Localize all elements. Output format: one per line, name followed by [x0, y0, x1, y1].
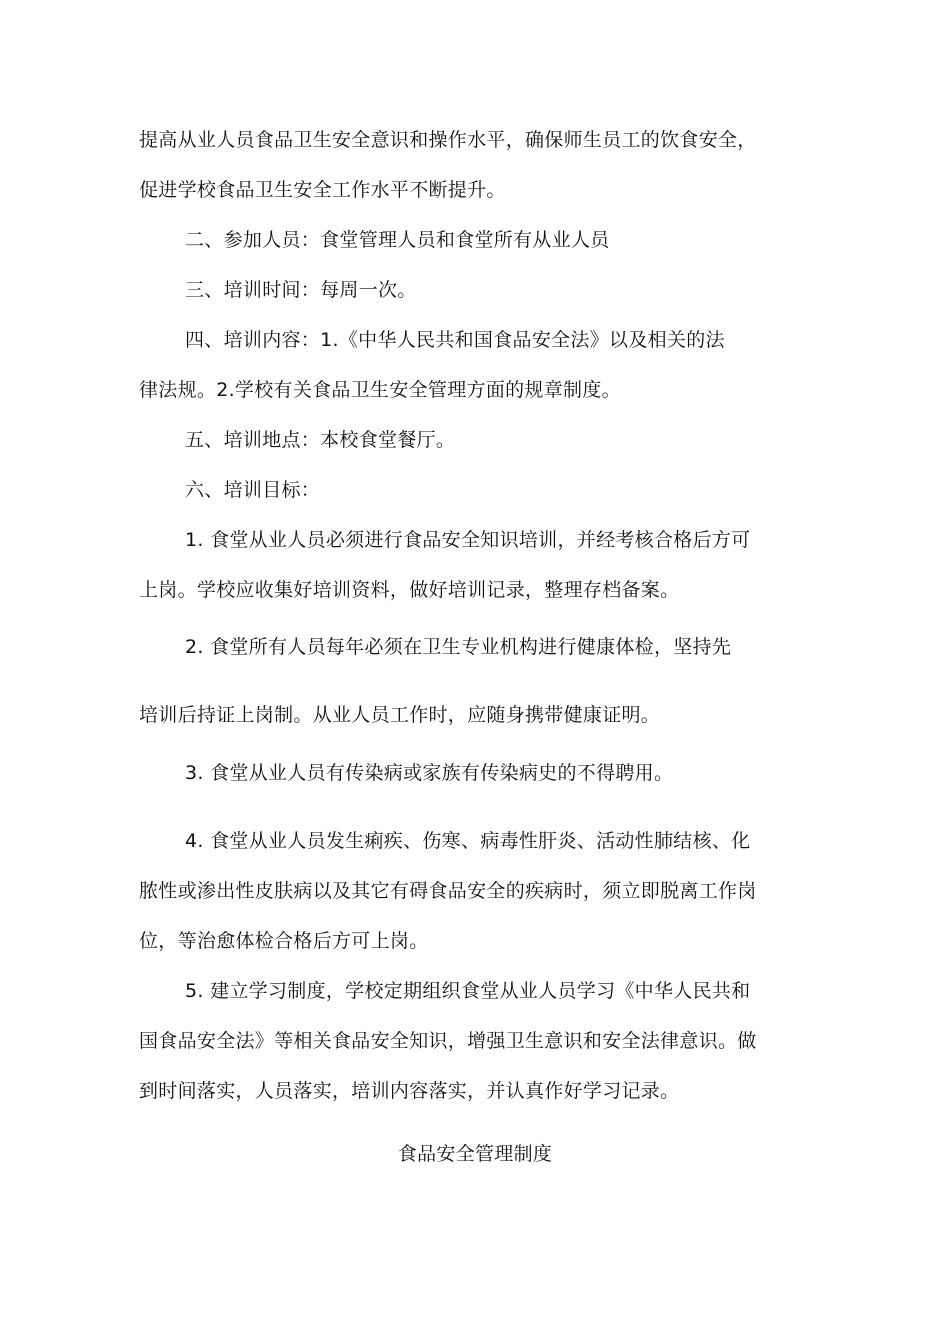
list-item-2: 2. 食堂所有人员每年必须在卫生专业机构进行健康体检，坚持先	[185, 636, 732, 658]
section-title: 食品安全管理制度	[397, 1143, 553, 1165]
section-heading-location: 五、培训地点：本校食堂餐厅。	[185, 429, 456, 451]
list-item-3: 3. 食堂从业人员有传染病或家族有传染病史的不得聘用。	[185, 762, 674, 784]
section-heading-time: 三、培训时间：每周一次。	[185, 279, 417, 301]
list-item-5-continued: 国食品安全法》等相关食品安全知识，增强卫生意识和安全法律意识。做	[139, 1030, 757, 1052]
section-heading-content: 四、培训内容：1.《中华人民共和国食品安全法》以及相关的法	[185, 329, 725, 351]
paragraph-line: 促进学校食品卫生安全工作水平不断提升。	[139, 179, 506, 201]
list-item-4-continued: 脓性或渗出性皮肤病以及其它有碍食品安全的疾病时，须立即脱离工作岗	[139, 880, 757, 902]
section-heading-participants: 二、参加人员：食堂管理人员和食堂所有从业人员	[185, 229, 610, 251]
list-item-4: 4. 食堂从业人员发生痢疾、伤寒、病毒性肝炎、活动性肺结核、化	[185, 830, 751, 852]
list-item-5: 5. 建立学习制度，学校定期组织食堂从业人员学习《中华人民共和	[185, 980, 751, 1002]
paragraph-line: 律法规。2.学校有关食品卫生安全管理方面的规章制度。	[139, 379, 621, 401]
list-item-2-continued: 培训后持证上岗制。从业人员工作时，应随身携带健康证明。	[139, 704, 661, 726]
list-item-1-continued: 上岗。学校应收集好培训资料，做好培训记录，整理存档备案。	[139, 579, 680, 601]
list-item-4-continued: 位，等治愈体检合格后方可上岗。	[139, 930, 429, 952]
section-heading-goals: 六、培训目标：	[185, 479, 321, 501]
paragraph-line: 提高从业人员食品卫生安全意识和操作水平，确保师生员工的饮食安全，	[139, 129, 757, 151]
list-item-5-continued: 到时间落实，人员落实，培训内容落实，并认真作好学习记录。	[139, 1080, 680, 1102]
list-item-1: 1. 食堂从业人员必须进行食品安全知识培训，并经考核合格后方可	[185, 529, 751, 551]
